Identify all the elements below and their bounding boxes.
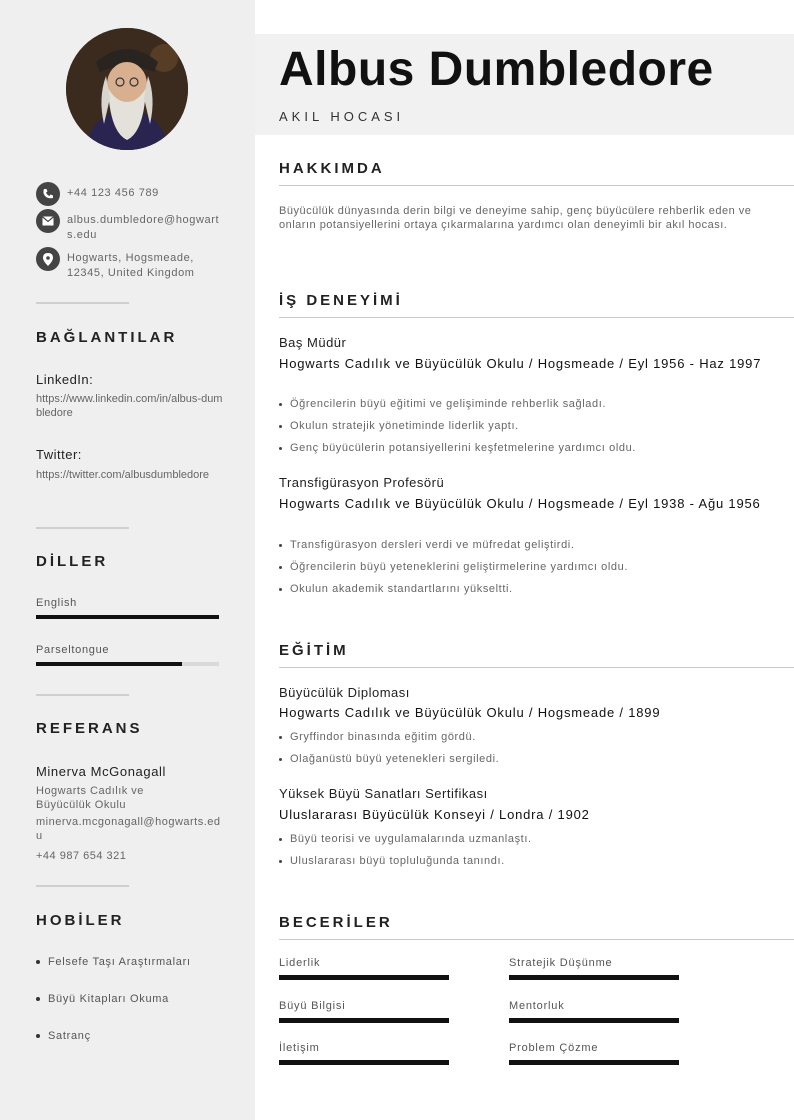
sidebar-divider [36,527,129,529]
hobby-item [36,993,169,1005]
education-bullet [279,855,505,867]
section-rule [279,185,794,186]
reference-org: Hogwarts Cadılık ve Büyücülük Okulu [36,785,144,811]
job-organization: Hogwarts Cadılık ve Büyücülük Okulu / Hogsmeade / Eyl 1956 - Haz 1997 [279,356,762,371]
skill-level-bar [509,1018,679,1023]
job-organization: Hogwarts Cadılık ve Büyücülük Okulu / Hogsmeade / Eyl 1938 - Ağu 1956 [279,496,761,511]
section-rule [279,317,794,318]
skill-label: Liderlik [279,957,321,969]
contact-address [36,251,226,281]
reference-email[interactable]: minerva.mcgonagall@hogwarts.edu [36,816,221,842]
sidebar-divider [36,885,129,887]
job-title: Transfigürasyon Profesörü [279,475,445,490]
languages-heading: DİLLER [36,553,109,570]
education-organization: Hogwarts Cadılık ve Büyücülük Okulu / Hogsmeade / 1899 [279,705,661,720]
bullet-icon [36,960,40,964]
job-title: Baş Müdür [279,335,347,350]
bullet-text: Büyü teorisi ve uygulamalarında uzmanlaştı. [290,833,532,845]
bullet-icon [36,1034,40,1038]
education-title: Yüksek Büyü Sanatları Sertifikası [279,786,488,801]
education-title: Büyücülük Diploması [279,685,410,700]
section-rule [279,939,794,940]
job-bullet [279,561,628,573]
education-organization: Uluslararası Büyücülük Konseyi / Londra / 1902 [279,807,590,822]
twitter-link[interactable]: https://twitter.com/albusdumbledore [36,469,210,481]
language-level-fill [36,615,219,619]
bullet-icon [279,403,282,406]
experience-heading: İŞ DENEYİMİ [279,292,403,309]
skills-heading: BECERİLER [279,914,393,931]
skill-level-bar [279,1060,449,1065]
skill-level-bar [279,975,449,980]
education-heading: EĞİTİM [279,642,349,659]
bullet-text: Transfigürasyon dersleri verdi ve müfredat geliştirdi. [290,539,575,551]
about-heading: HAKKIMDA [279,160,385,177]
bullet-text: Öğrencilerin büyü eğitimi ve gelişiminde rehberlik sağladı. [290,398,607,410]
hobby-label: Felsefe Taşı Araştırmaları [48,956,191,968]
hobby-item [36,956,191,968]
hobby-label: Büyü Kitapları Okuma [48,993,169,1005]
links-heading: BAĞLANTILAR [36,329,178,346]
skill-label: Stratejik Düşünme [509,957,613,969]
contact-phone [36,186,226,206]
contact-email [36,213,226,243]
bullet-text: Olağanüstü büyü yetenekleri sergiledi. [290,753,500,765]
skill-label: Problem Çözme [509,1042,599,1054]
references-heading: REFERANS [36,720,143,737]
bullet-icon [279,588,282,591]
bullet-text: Genç büyücülerin potansiyellerini keşfetmelerine yardımcı oldu. [290,442,636,454]
address-text: Hogwarts, Hogsmeade, 12345, United Kingdom [67,252,195,279]
bullet-icon [36,997,40,1001]
bullet-icon [279,736,282,739]
email-text: albus.dumbledore@hogwarts.edu [67,214,220,241]
skill-level-bar [509,975,679,980]
language-level-bar [36,662,219,666]
skill-label: Mentorluk [509,1000,565,1012]
section-rule [279,667,794,668]
bullet-text: Öğrencilerin büyü yeteneklerini geliştirmelerine yardımcı oldu. [290,561,628,573]
language-name: Parseltongue [36,644,110,656]
job-bullet [279,420,519,432]
phone-text: +44 123 456 789 [67,187,159,199]
hobbies-heading: HOBİLER [36,912,125,929]
language-level-fill [36,662,182,666]
profile-photo [66,28,188,150]
job-bullet [279,442,636,454]
reference-name: Minerva McGonagall [36,764,167,779]
phone-icon [36,182,60,206]
reference-phone: +44 987 654 321 [36,850,127,862]
skill-label: Büyü Bilgisi [279,1000,346,1012]
language-level-bar [36,615,219,619]
bullet-icon [279,566,282,569]
mail-icon [36,209,60,233]
location-pin-icon [36,247,60,271]
hobby-item [36,1030,91,1042]
bullet-icon [279,425,282,428]
bullet-icon [279,838,282,841]
skill-level-bar [509,1060,679,1065]
bullet-text: Okulun akademik standartlarını yükseltti. [290,583,513,595]
bullet-text: Gryffindor binasında eğitim gördü. [290,731,476,743]
bullet-icon [279,860,282,863]
sidebar-divider [36,302,129,304]
education-bullet [279,731,476,743]
twitter-label: Twitter: [36,447,82,462]
linkedin-label: LinkedIn: [36,372,94,387]
education-bullet [279,753,499,765]
hobby-label: Satranç [48,1030,91,1042]
skill-label: İletişim [279,1042,320,1054]
language-name: English [36,597,77,609]
job-bullet [279,398,606,410]
linkedin-link[interactable]: https://www.linkedin.com/in/albus-dumbledore [36,393,223,419]
person-name: Albus Dumbledore [279,43,714,96]
job-bullet [279,539,574,551]
bullet-text: Okulun stratejik yönetiminde liderlik yaptı. [290,420,519,432]
about-text: Büyücülük dünyasında derin bilgi ve deneyime sahip, genç büyücülere rehberlik eden ve onların potansiyellerini ortaya çıkarmalarına yardımcı olan deneyimli bir akıl hocası. [279,205,752,231]
bullet-icon [279,447,282,450]
education-bullet [279,833,532,845]
job-bullet [279,583,513,595]
sidebar-divider [36,694,129,696]
skill-level-bar [279,1018,449,1023]
bullet-icon [279,758,282,761]
bullet-icon [279,544,282,547]
job-role: AKIL HOCASI [279,109,405,124]
bullet-text: Uluslararası büyü topluluğunda tanındı. [290,855,505,867]
